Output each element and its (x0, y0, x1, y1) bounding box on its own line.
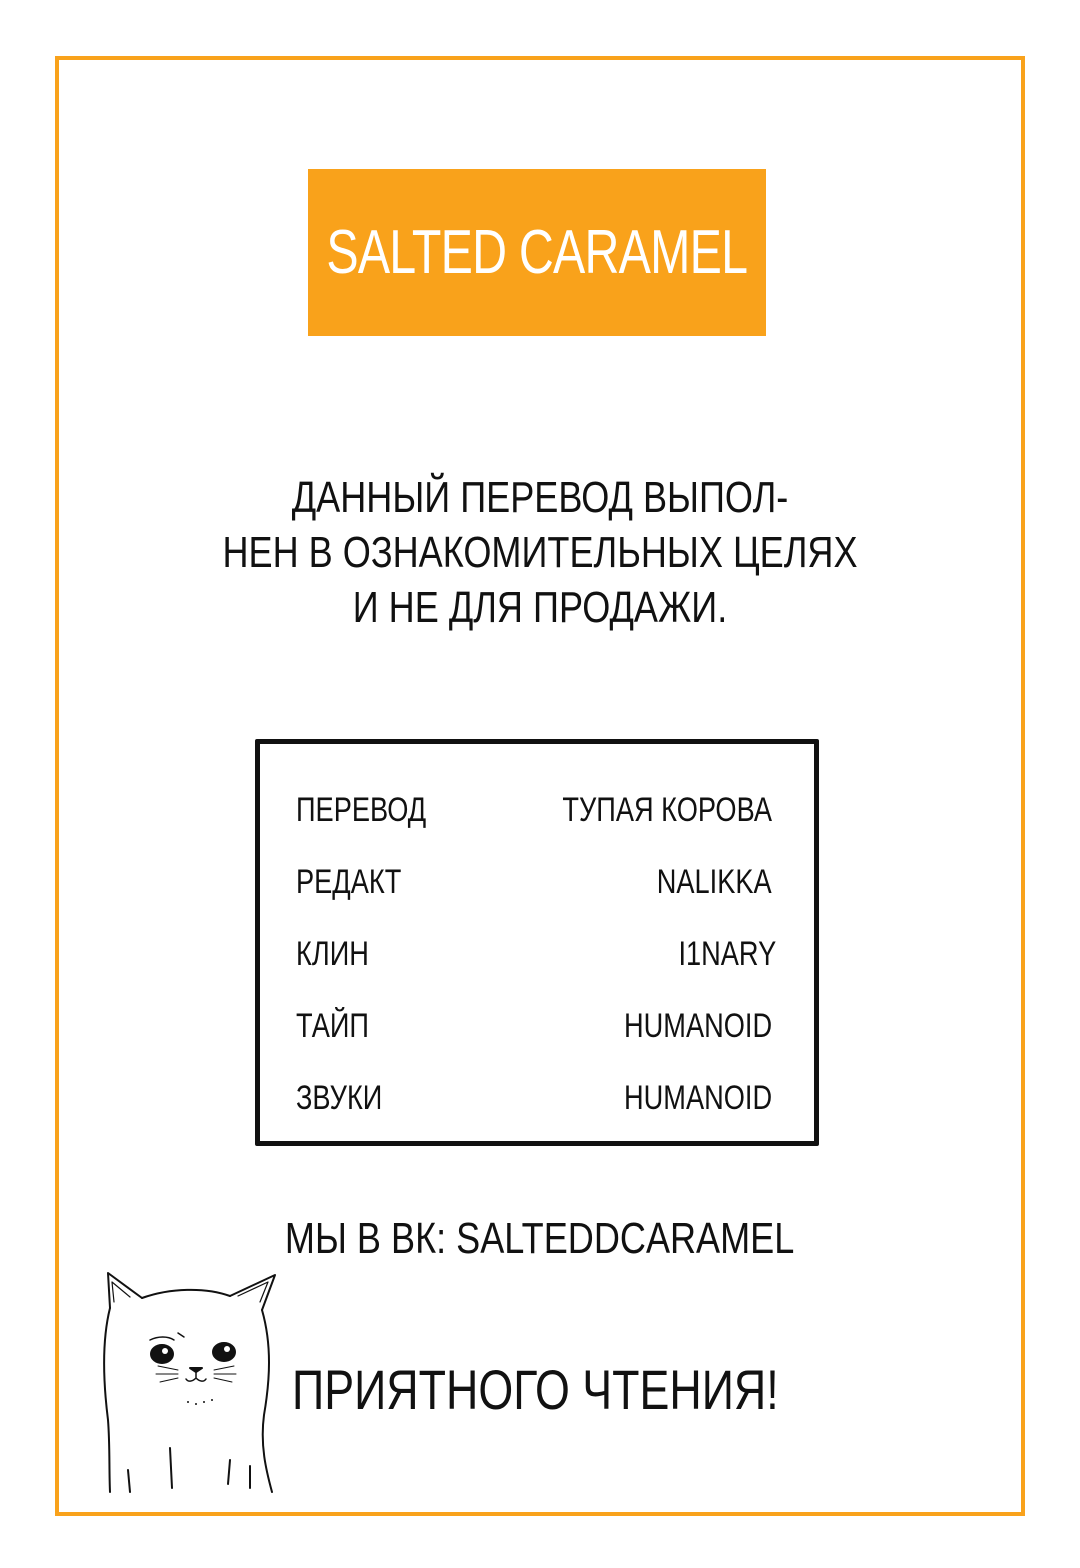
vk-text: МЫ В ВК: SALTEDDCARAMEL (285, 1214, 795, 1263)
credit-row (296, 1079, 772, 1119)
credit-row (296, 863, 772, 903)
credit-role: ТАЙП (296, 1007, 369, 1045)
credit-row (296, 791, 772, 831)
credits-box (255, 739, 819, 1146)
disclaimer-line: ДАННЫЙ ПЕРЕВОД ВЫПОЛ- (291, 473, 789, 522)
credit-role: КЛИН (296, 935, 369, 973)
disclaimer-line: И НЕ ДЛЯ ПРОДАЖИ. (352, 583, 728, 632)
closing-message: ПРИЯТНОГО ЧТЕНИЯ! (292, 1358, 779, 1421)
cat-icon (100, 1270, 285, 1495)
credit-name: HUMANOID (623, 1079, 772, 1117)
disclaimer (150, 470, 930, 635)
vk-link (200, 1214, 880, 1264)
credit-role: РЕДАКТ (296, 863, 402, 901)
credit-role: ПЕРЕВОД (296, 791, 427, 829)
credit-row (296, 935, 776, 975)
credit-row (296, 1007, 772, 1047)
credit-role: ЗВУКИ (296, 1079, 383, 1117)
credit-name: ТУПАЯ КОРОВА (562, 791, 772, 829)
disclaimer-line: НЕН В ОЗНАКОМИТЕЛЬНЫХ ЦЕЛЯХ (222, 528, 858, 577)
credit-name: NALIKKA (657, 863, 772, 901)
title-banner (308, 169, 766, 336)
credit-name: HUMANOID (623, 1007, 772, 1045)
credit-name: I1NARY (678, 935, 776, 973)
group-title: SALTED CARAMEL (326, 218, 748, 287)
